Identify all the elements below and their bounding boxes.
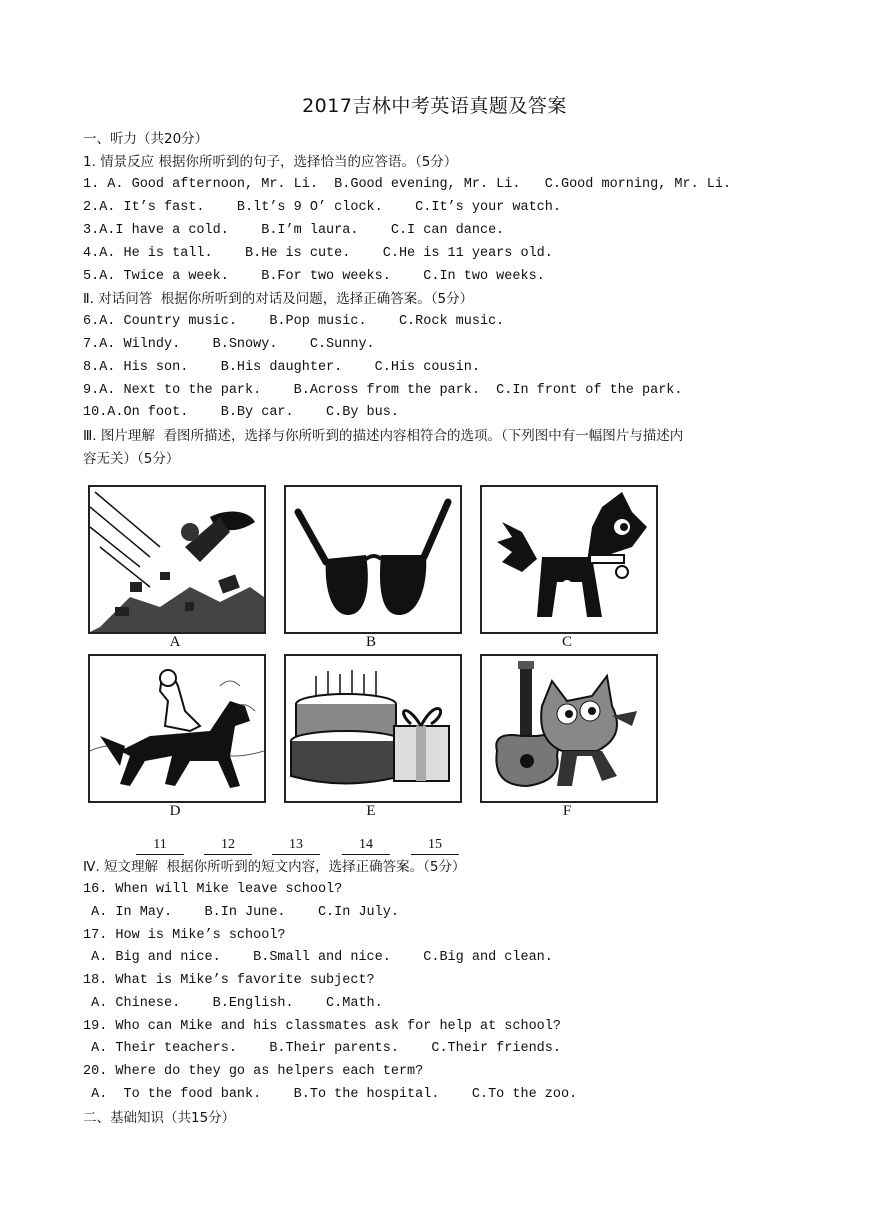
part-3-instruction-cont: 容无关）（5分） [83, 451, 180, 467]
skier-icon [90, 487, 264, 632]
question-line: 7.A. Wilndy. B.Snowy. C.Sunny. [83, 337, 375, 352]
question-line: 5.A. Twice a week. B.For two weeks. C.In two weeks. [83, 269, 545, 284]
section-heading-basic-knowledge: 二、基础知识（共15分） [83, 1110, 236, 1126]
dog-icon [482, 487, 656, 632]
picture-c [480, 485, 658, 634]
question-line: 18. What is Mike’s favorite subject? [83, 973, 375, 988]
picture-label: C [561, 634, 572, 650]
question-line: 3.A.I have a cold. B.I’m laura. C.I can dance. [83, 223, 505, 238]
picture-label: F [562, 803, 572, 819]
question-line: 17. How is Mike’s school? [83, 928, 286, 943]
options-line: A. In May. B.In June. C.In July. [83, 905, 399, 920]
picture-d [88, 654, 266, 803]
question-line: 19. Who can Mike and his classmates ask for help at school? [83, 1019, 561, 1034]
options-line: A. Big and nice. B.Small and nice. C.Big and clean. [83, 950, 553, 965]
cat-guitar-icon [482, 656, 656, 801]
picture-label: B [365, 634, 376, 650]
question-line: 4.A. He is tall. B.He is cute. C.He is 11 years old. [83, 246, 553, 261]
question-line: 1. A. Good afternoon, Mr. Li. B.Good evening, Mr. Li. C.Good morning, Mr. Li. [83, 177, 732, 192]
part-2-instruction: Ⅱ. 对话问答 根据你所听到的对话及问题，选择正确答案。（5分） [83, 291, 474, 307]
picture-label: A [169, 634, 181, 650]
picture-f [480, 654, 658, 803]
options-line: A. Their teachers. B.Their parents. C.Their friends. [83, 1041, 561, 1056]
answer-blank[interactable]: 13 [272, 836, 320, 855]
birthday-cake-gift-icon [286, 656, 460, 801]
answer-blank[interactable]: 15 [411, 836, 459, 855]
section-heading-listening: 一、听力（共20分） [83, 131, 209, 147]
picture-e [284, 654, 462, 803]
picture-label: E [366, 803, 376, 819]
picture-a [88, 485, 266, 634]
question-line: 9.A. Next to the park. B.Across from the park. C.In front of the park. [83, 383, 683, 398]
options-line: A. Chinese. B.English. C.Math. [83, 996, 383, 1011]
question-line: 20. Where do they go as helpers each term? [83, 1064, 424, 1079]
picture-label: D [169, 803, 181, 819]
question-line: 8.A. His son. B.His daughter. C.His cousin. [83, 360, 480, 375]
picture-b [284, 485, 462, 634]
question-line: 16. When will Mike leave school? [83, 882, 343, 897]
horse-rider-icon [90, 656, 264, 801]
part-4-instruction: Ⅳ. 短文理解 根据你所听到的短文内容，选择正确答案。（5分） [83, 859, 466, 875]
answer-blank[interactable]: 11 [136, 836, 184, 855]
sunglasses-icon [286, 487, 460, 632]
question-line: 10.A.On foot. B.By car. C.By bus. [83, 405, 399, 420]
question-line: 6.A. Country music. B.Pop music. C.Rock music. [83, 314, 505, 329]
answer-blank[interactable]: 14 [342, 836, 390, 855]
part-3-instruction: Ⅲ. 图片理解 看图所描述，选择与你所听到的描述内容相符合的选项。（下列图中有一幅图片与描述内 [83, 428, 684, 444]
question-line: 2.A. It’s fast. B.lt’s 9 O’ clock. C.It’s your watch. [83, 200, 561, 215]
page-title: 2017吉林中考英语真题及答案 [302, 95, 567, 117]
part-1-instruction: 1. 情景反应 根据你所听到的句子，选择恰当的应答语。（5分） [83, 154, 458, 170]
options-line: A. To the food bank. B.To the hospital. C.To the zoo. [83, 1087, 578, 1102]
answer-blank[interactable]: 12 [204, 836, 252, 855]
